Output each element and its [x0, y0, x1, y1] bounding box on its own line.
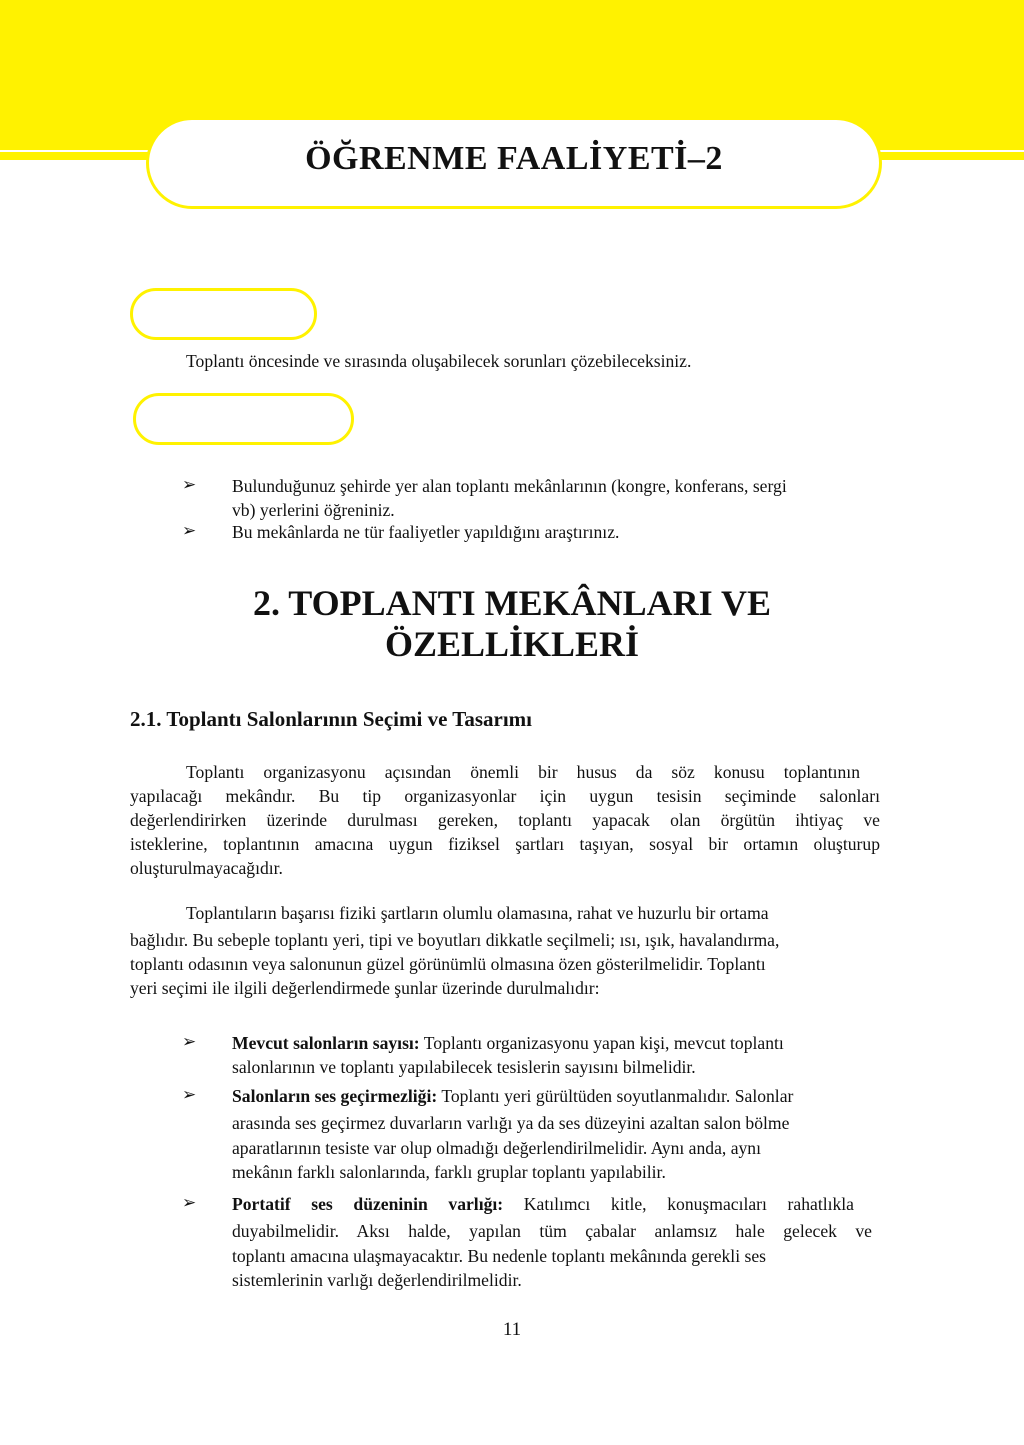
criteria-item-2-line-2: arasında ses geçirmez duvarların varlığı ya da ses düzeyini azaltan salon bölme: [232, 1113, 790, 1133]
criteria-item-2-line-3: aparatlarının tesiste var olup olmadığı değerlendirilmelidir. Aynı anda, aynı: [232, 1138, 761, 1158]
subsection-title: 2.1. Toplantı Salonlarının Seçimi ve Tasarımı: [130, 707, 533, 731]
criteria-item-2-line-4: mekânın farklı salonlarında, farklı gruplar toplantı yapılabilir.: [232, 1162, 666, 1182]
criteria-text: Toplantı yeri gürültüden soyutlanmalıdır. Salonlar: [437, 1086, 794, 1106]
criteria-item-3-line-4: sistemlerinin varlığı değerlendirilmelidir.: [232, 1270, 522, 1290]
bullet-arrow-icon: ➢: [182, 1032, 197, 1052]
paragraph-2-line-4: yeri seçimi ile ilgili değerlendirmede şunlar üzerinde durulmalıdır:: [130, 978, 600, 998]
paragraph-2-line-3: toplantı odasının veya salonunun güzel görünümlü olmasına özen gösterilmelidir. Toplantı: [130, 954, 766, 974]
objective-label-frame: [130, 288, 317, 340]
paragraph-2-line-1: Toplantıların başarısı fiziki şartların olumlu olamasına, rahat ve huzurlu bir ortama: [186, 903, 769, 923]
criteria-item-3-line-1: [232, 1192, 854, 1216]
paragraph-1-line-2: yapılacağı mekândır. Bu tip organizasyonlar için uygun tesisin seçiminde salonları: [130, 786, 880, 806]
criteria-item-3-line-2: duyabilmelidir. Aksı halde, yapılan tüm çabalar anlamsız hale gelecek ve: [232, 1221, 872, 1241]
criteria-item-1-line-1: [232, 1031, 784, 1055]
paragraph-1-line-3: değerlendirirken üzerinde durulması gereken, toplantı yapacak olan örgütün ihtiyaç ve: [130, 810, 880, 830]
paragraph-1-line-5: oluşturulmayacağıdır.: [130, 858, 283, 878]
research-item-2: Bu mekânlarda ne tür faaliyetler yapıldığını araştırınız.: [232, 522, 620, 542]
bullet-arrow-icon: ➢: [182, 475, 197, 495]
research-item-1-line-1: Bulunduğunuz şehirde yer alan toplantı mekânlarının (kongre, konferans, sergi: [232, 476, 787, 496]
criteria-text: Toplantı organizasyonu yapan kişi, mevcut toplantı: [419, 1033, 784, 1053]
criteria-item-1-line-2: salonlarının ve toplantı yapılabilecek tesislerin sayısını bilmelidir.: [232, 1057, 696, 1077]
activity-title: ÖĞRENME FAALİYETİ–2: [305, 140, 723, 177]
section-title-line-2: ÖZELLİKLERİ: [384, 624, 640, 664]
page-number: 11: [502, 1319, 522, 1340]
criteria-item-3-line-3: toplantı amacına ulaşmayacaktır. Bu nedenle toplantı mekânında gerekli ses: [232, 1246, 766, 1266]
bullet-arrow-icon: ➢: [182, 1085, 197, 1105]
research-item-1-line-2: vb) yerlerini öğreniniz.: [232, 500, 395, 520]
bullet-arrow-icon: ➢: [182, 1193, 197, 1213]
paragraph-1-line-4: isteklerine, toplantının amacına uygun fiziksel şartları taşıyan, sosyal bir ortamın oluşturup: [130, 834, 880, 854]
section-title-line-1: 2. TOPLANTI MEKÂNLARI VE: [252, 583, 772, 623]
bullet-arrow-icon: ➢: [182, 521, 197, 541]
criteria-term: Portatif ses düzeninin varlığı:: [232, 1194, 504, 1214]
paragraph-1-line-1: Toplantı organizasyonu açısından önemli bir husus da söz konusu toplantının: [186, 762, 860, 782]
criteria-term: Mevcut salonların sayısı:: [232, 1033, 420, 1053]
banner-stripe-left: [0, 152, 150, 160]
research-label-frame: [133, 393, 354, 445]
paragraph-2-line-2: bağlıdır. Bu sebeple toplantı yeri, tipi ve boyutları dikkatle seçilmeli; ısı, ışık, havalandırma,: [130, 930, 780, 950]
criteria-text: Katılımcı kitle, konuşmacıları rahatlıkla: [503, 1194, 854, 1214]
objective-text: Toplantı öncesinde ve sırasında oluşabilecek sorunları çözebileceksiniz.: [186, 351, 692, 371]
criteria-item-2-line-1: [232, 1084, 793, 1108]
criteria-term: Salonların ses geçirmezliği:: [232, 1086, 438, 1106]
banner-stripe-right: [878, 152, 1024, 160]
